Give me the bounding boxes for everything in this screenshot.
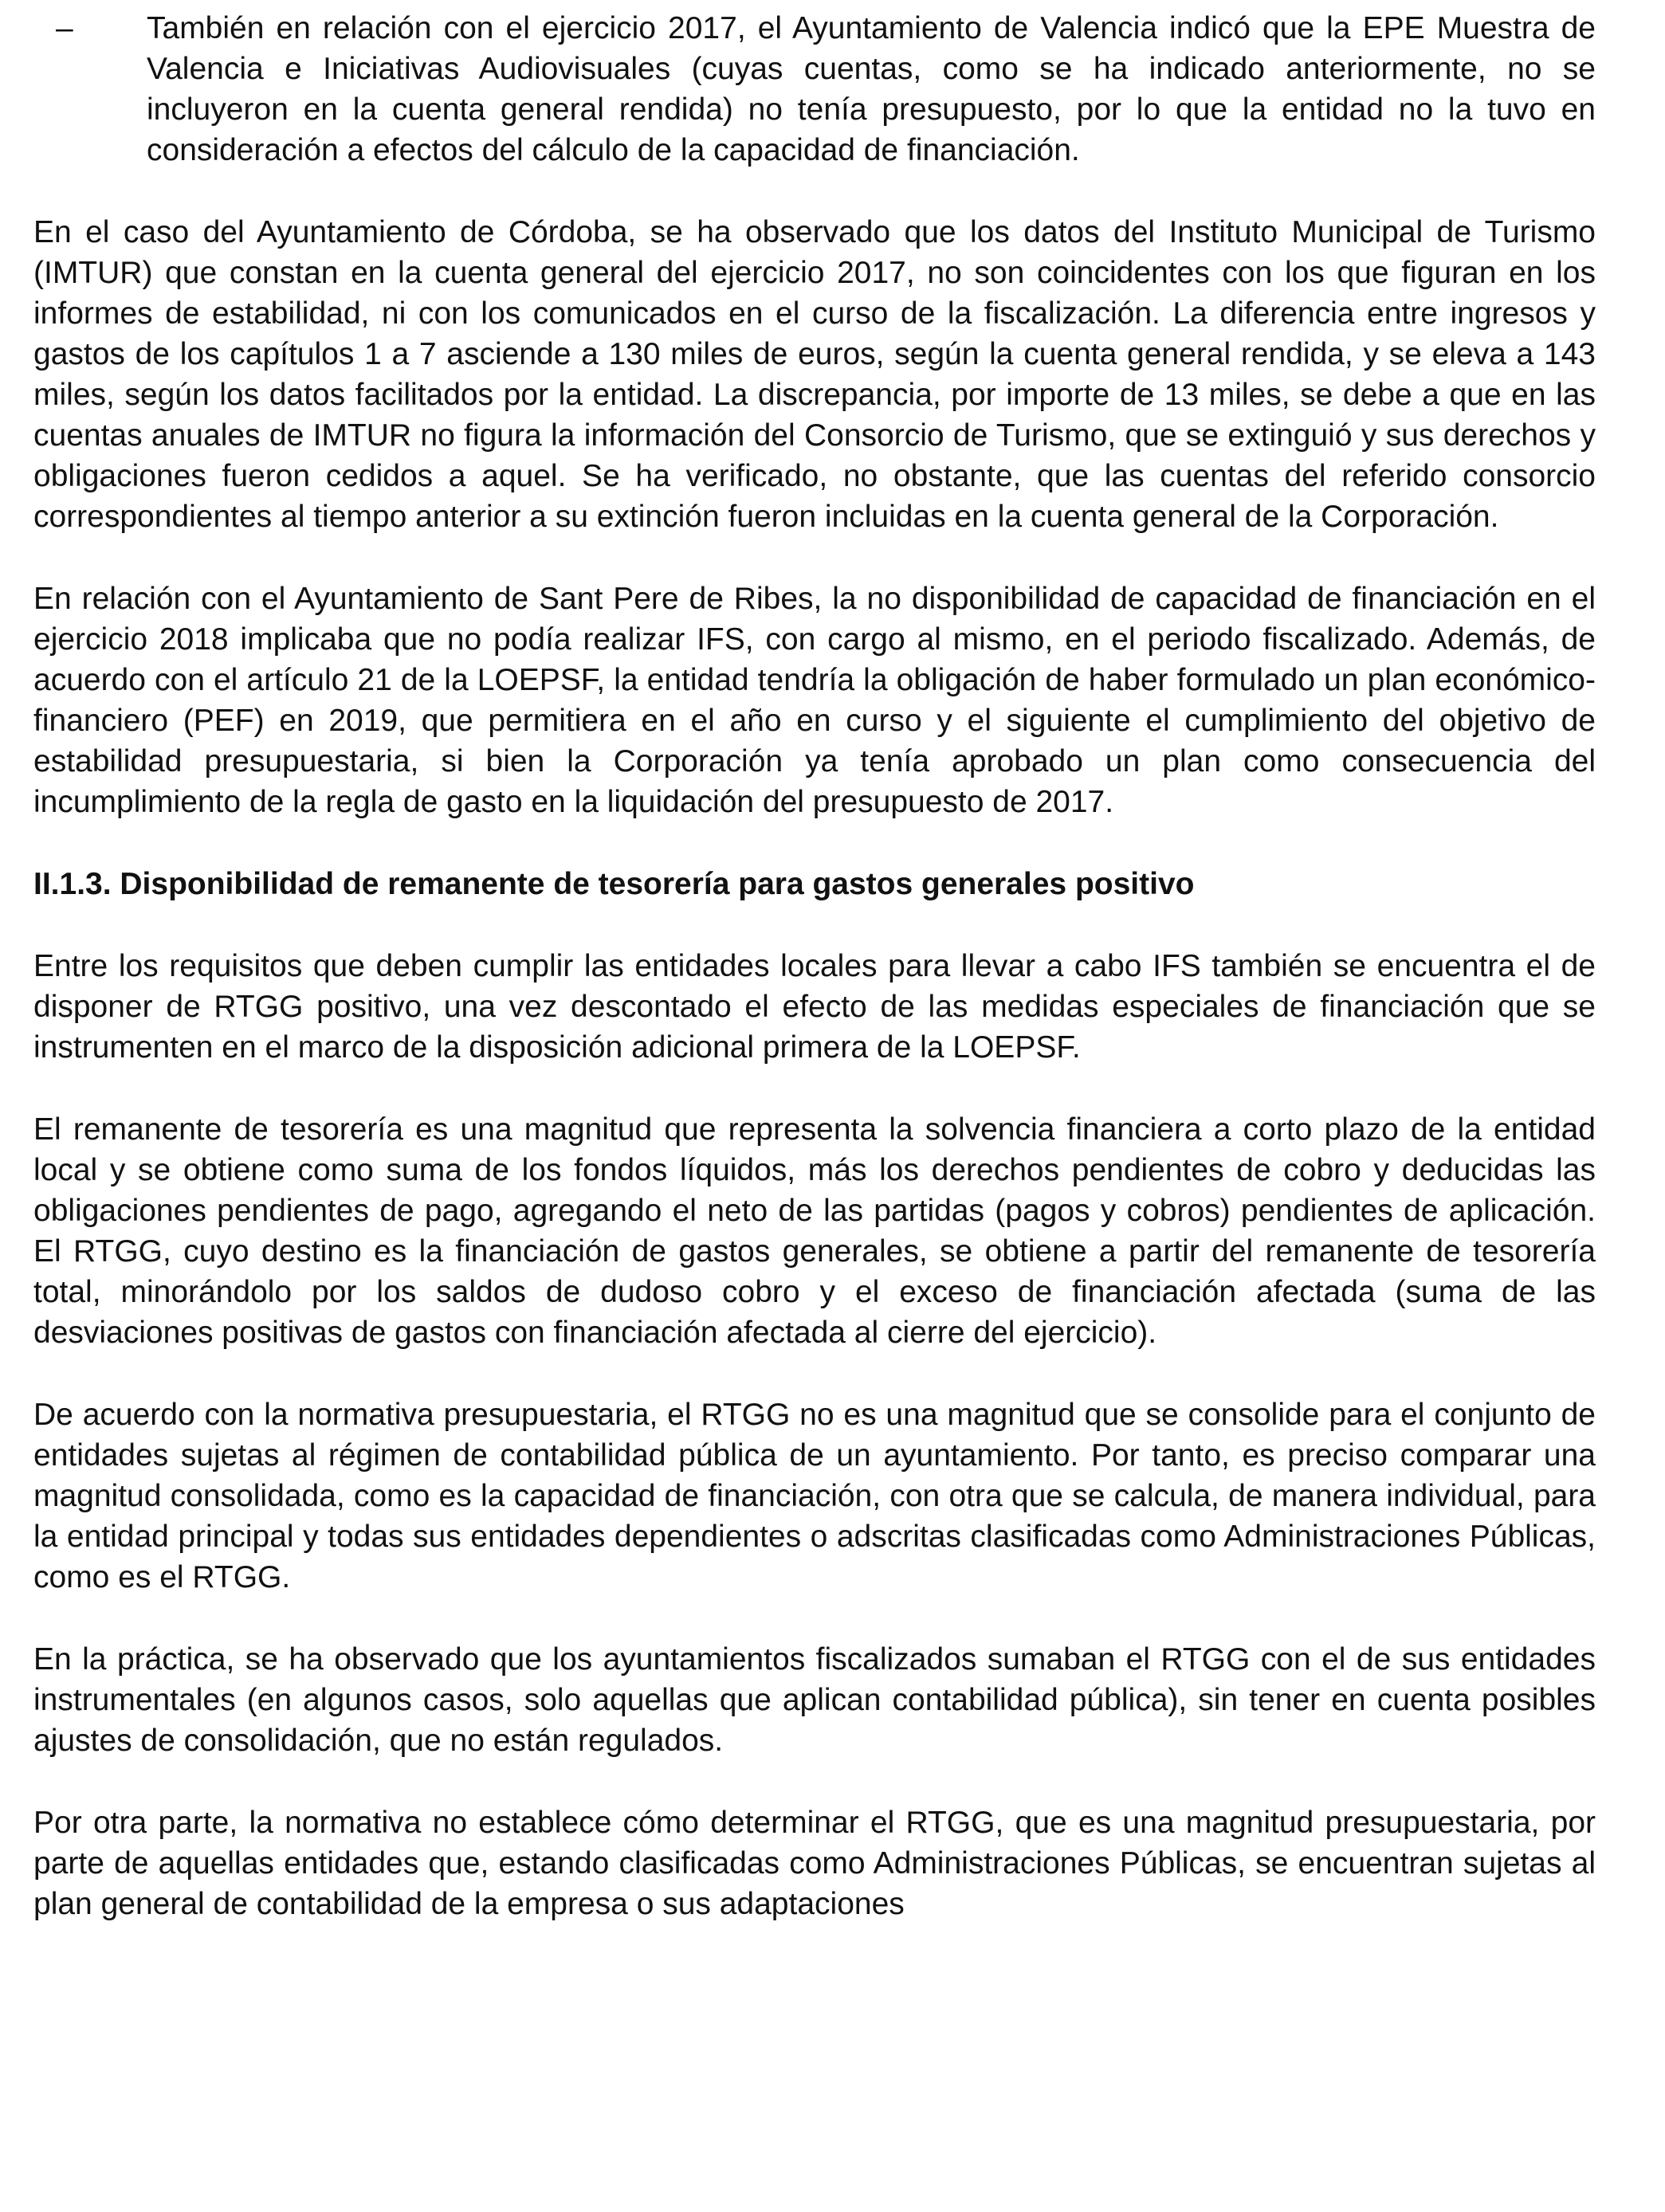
paragraph-normativa: De acuerdo con la normativa presupuestaria, el RTGG no es una magnitud que se consolide para el conjunto de entidades sujetas al régimen de contabilidad pública de un ayuntamiento. Por tanto, es preciso comparar una magnitud consolidada, como es la capacidad de financiación, con otra que se calcula, de manera individual, para la entidad principal y todas sus entidades dependientes o adscritas clasificadas como Administraciones Públicas, como es el RTGG.: [33, 1398, 1596, 1594]
paragraph-sant-pere-de-ribes: En relación con el Ayuntamiento de Sant Pere de Ribes, la no disponibilidad de capacidad de financiación en el ejercicio 2018 implicaba que no podía realizar IFS, con cargo al mismo, en el periodo fiscalizado. Además, de acuerdo con el artículo 21 de la LOEPSF, la entidad tendría la obligación de haber formulado un plan económico-financiero (PEF) en 2019, que permitiera en el año en curso y el siguiente el cumplimiento del objetivo de estabilidad presupuestaria, si bien la Corporación ya tenía aprobado un plan como consecuencia del incumplimiento de la regla de gasto en la liquidación del presupuesto de 2017.: [33, 582, 1596, 819]
paragraph-remanente: El remanente de tesorería es una magnitud que representa la solvencia financiera a corto plazo de la entidad local y se obtiene como suma de los fondos líquidos, más los derechos pendientes de cobro y deducidas las obligaciones pendientes de pago, agregando el neto de las partidas (pagos y cobros) pendientes de aplicación. El RTGG, cuyo destino es la financiación de gastos generales, se obtiene a partir del remanente de tesorería total, minorándolo por los saldos de dudoso cobro y el exceso de financiación afectada (suma de las desviaciones positivas de gastos con financiación afectada al cierre del ejercicio).: [33, 1112, 1596, 1350]
bullet-text: También en relación con el ejercicio 2017, el Ayuntamiento de Valencia indicó que la EPE Muestra de Valencia e Iniciativas Audiovisuales (cuyas cuentas, como se ha indicado anteriormente, no se incluyeron en la cuenta general rendida) no tenía presupuesto, por lo que la entidad no la tuvo en consideración a efectos del cálculo de la capacidad de financiación.: [147, 11, 1596, 167]
bullet-dash: –: [56, 11, 73, 45]
document-page: [33, 8, 1596, 1924]
section-heading: II.1.3. Disponibilidad de remanente de tesorería para gastos generales positivo: [33, 867, 1195, 901]
bullet-item-valencia: [33, 8, 1596, 171]
paragraph-requisitos: Entre los requisitos que deben cumplir las entidades locales para llevar a cabo IFS también se encuentra el de disponer de RTGG positivo, una vez descontado el efecto de las medidas especiales de financiación que se instrumenten en el marco de la disposición adicional primera de la LOEPSF.: [33, 949, 1596, 1065]
paragraph-cordoba: En el caso del Ayuntamiento de Córdoba, se ha observado que los datos del Instituto Municipal de Turismo (IMTUR) que constan en la cuenta general del ejercicio 2017, no son coincidentes con los que figuran en los informes de estabilidad, ni con los comunicados en el curso de la fiscalización. La diferencia entre ingresos y gastos de los capítulos 1 a 7 asciende a 130 miles de euros, según la cuenta general rendida, y se eleva a 143 miles, según los datos facilitados por la entidad. La discrepancia, por importe de 13 miles, se debe a que en las cuentas anuales de IMTUR no figura la información del Consorcio de Turismo, que se extinguió y sus derechos y obligaciones fueron cedidos a aquel. Se ha verificado, no obstante, que las cuentas del referido consorcio correspondientes al tiempo anterior a su extinción fueron incluidas en la cuenta general de la Corporación.: [33, 215, 1596, 534]
paragraph-practica: En la práctica, se ha observado que los ayuntamientos fiscalizados sumaban el RTGG con el de sus entidades instrumentales (en algunos casos, solo aquellas que aplican contabilidad pública), sin tener en cuenta posibles ajustes de consolidación, que no están regulados.: [33, 1642, 1596, 1758]
paragraph-otra-parte: Por otra parte, la normativa no establece cómo determinar el RTGG, que es una magnitud presupuestaria, por parte de aquellas entidades que, estando clasificadas como Administraciones Públicas, se encuentran sujetas al plan general de contabilidad de la empresa o sus adaptaciones: [33, 1806, 1596, 1921]
